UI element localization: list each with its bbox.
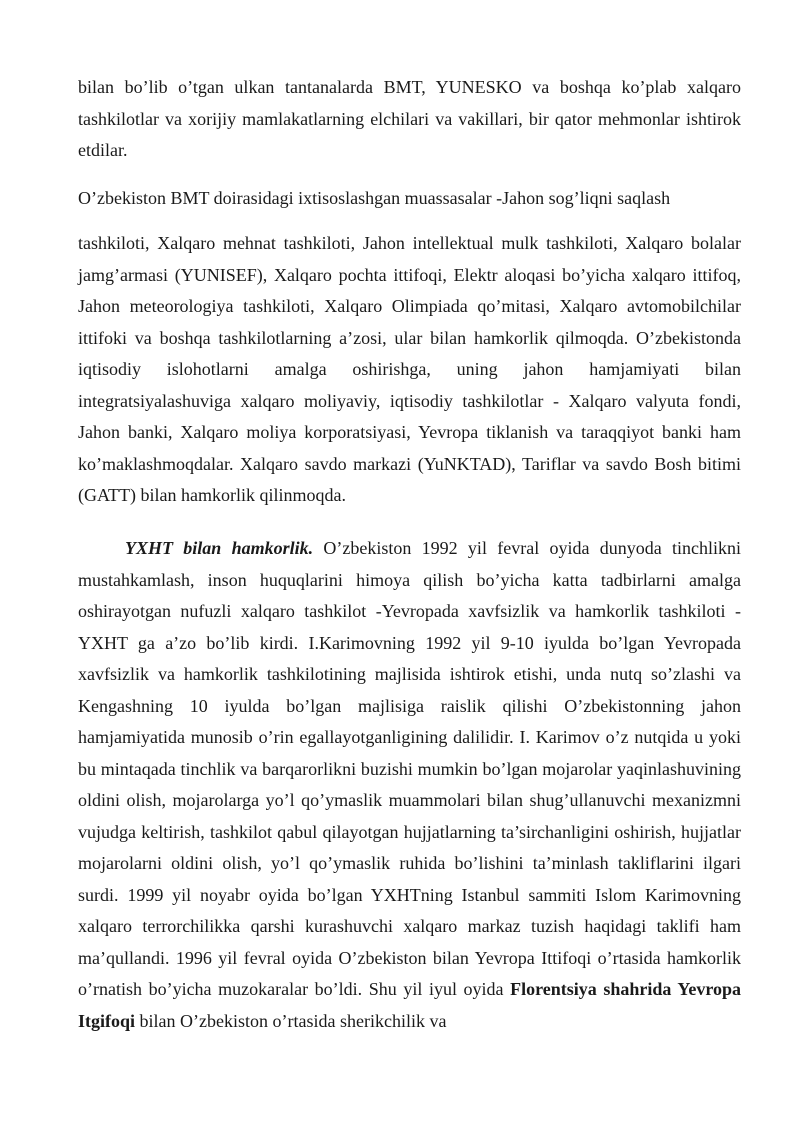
paragraph-4-tail: bilan O’zbekiston o’rtasida sherikchilik va — [135, 1010, 447, 1031]
paragraph-4-body: O’zbekiston 1992 yil fevral oyida dunyoda tinchlikni mustahkamlash, inson huquqlarini himoya qilish bo’yicha katta tadbirlarni amalga oshirayotgan nufuzli xalqaro tashkilot -Yevropada xavfsizlik va hamkorlik tashkiloti - YXHT ga a’zo bo’lib kirdi. I.Karimovning 1992 yil 9-10 iyulda bo’lgan Yevropada xavfsizlik va hamkorlik tashkilotining majlisida ishtirok etishi, unda nutq so’zlashi va Kengashning 10 iyulda bo’lgan majlisiga raislik qilishi O’zbekistonning jahon hamjamiyatida munosib o’rin egallayotganligining dalilidir. I. Karimov o’z nutqida u yoki bu mintaqada tinchlik va barqarorlikni buzishi mumkin bo’lgan mojarolar yaqinlashuvining oldini olish, mojarolarga yo’l qo’ymaslik muammolari bilan shug’ullanuvchi mexanizmni vujudga keltirish, tashkilot qabul qilayotgan hujjatlarning ta’sirchanligini oshirish, hujjatlar mojarolarni oldini olish, yo’l qo’ymaslik ruhida bo’lishini ta’minlash takliflarini ilgari surdi. 1999 yil noyabr oyida bo’lgan YXHTning Istanbul sammiti Islom Karimovning xalqaro terrorchilikka qarshi kurashuvchi xalqaro markaz tuzish haqidagi taklifi ham ma’qullandi. 1996 yil fevral oyida O’zbekiston bilan Yevropa Ittifoqi o’rtasida hamkorlik o’rnatish bo’yicha muzokaralar bo’ldi. Shu yil iyul oyida — [78, 538, 742, 999]
bold-phrase: Florentsiya shahrida Yevropa Itgifoqi — [78, 979, 742, 1031]
section-heading: YXHT bilan hamkorlik. — [125, 538, 314, 558]
paragraph-2: O’zbekiston BMT doirasidagi ixtisoslashgan muassasalar -Jahon sog’liqni saqlash — [78, 188, 671, 208]
paragraph-4 — [78, 533, 741, 1037]
paragraph-3: tashkiloti, Xalqaro mehnat tashkiloti, Jahon intellektual mulk tashkiloti, Xalqaro bolalar jamg’armasi (YUNISEF), Xalqaro pochta ittifoqi, Elektr aloqasi bo’yicha xalqaro ittifoq, Jahon meteorologiya tashkiloti, Xalqaro Olimpiada qo’mitasi, Xalqaro avtomobilchilar ittifoki va boshqa tashkilotlarning a’zosi, ular bilan hamkorlik qilmoqda. O’zbekistonda iqtisodiy islohotlarni amalga oshirishga, uning jahon hamjamiyati bilan integratsiyalashuviga xalqaro moliyaviy, iqtisodiy tashkilotlar - Xalqaro valyuta fondi, Jahon banki, Xalqaro moliya korporatsiyasi, Yevropa tiklanish va taraqqiyot banki ham ko’maklashmoqdalar. Xalqaro savdo markazi (YuNKTAD), Tariflar va savdo Bosh bitimi (GATT) bilan hamkorlik qilinmoqda. — [78, 233, 741, 505]
paragraph-1: bilan bo’lib o’tgan ulkan tantanalarda BMT, YUNESKO va boshqa ko’plab xalqaro tashkilotlar va xorijiy mamlakatlarning elchilari va vakillari, bir qator mehmonlar ishtirok etdilar. — [78, 77, 741, 160]
